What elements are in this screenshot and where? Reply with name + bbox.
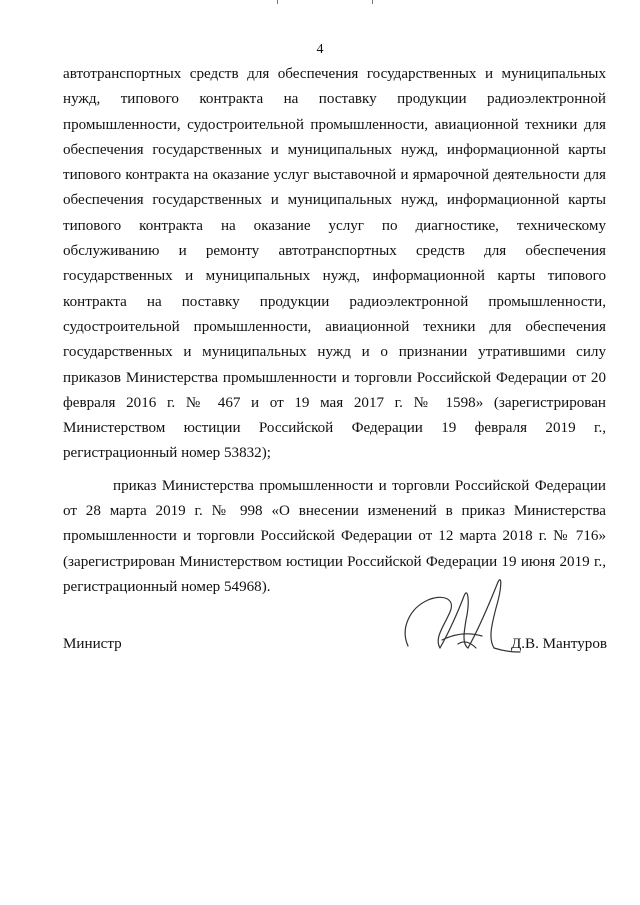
paragraph-continuation: автотранспортных средств для обеспечения государственных и муниципальных нужд, типового контракта на поставку продукции радиоэлектронной промышленности, судостроительной промышленности, авиационной техники для обеспечения государственных и муниципальных нужд, информационной карты типового контракта на оказание услуг выставочной и ярмарочной деятельности для обеспечения государственных и муниципальных нужд, информационной карты типового контракта на оказание услуг по диагностике, техническому обслуживанию и ремонту автотранспортных средств для обеспечения государственных и муниципальных нужд, информационной карты типового контракта на поставку продукции радиоэлектронной промышленности, судостроительной промышленности, авиационной техники для обеспечения государственных и муниципальных нужд и о признании утратившими силу приказов Министерства промышленности и торговли Российской Федерации от 20 февраля 2016 г. № 467 и от 19 мая 2017 г. № 1598» (зарегистрирован Министерством юстиции Российской Федерации 19 февраля 2019 г., регистрационный номер 53832); [63,66,606,462]
document-body [63,62,606,600]
scan-artifact [277,0,278,4]
page-number: 4 [316,42,324,57]
signatory-name: Д.В. Мантуров [510,636,607,652]
signature-block [63,636,607,660]
scan-artifact [372,0,373,4]
signatory-title: Министр [63,636,122,652]
paragraph-order-998: приказ Министерства промышленности и торговли Российской Федерации от 28 марта 2019 г. № 998 «О внесении изменений в приказ Министерства промышленности и торговли Российской Федерации от 12 марта 2018 г. № 716» (зарегистрирован Министерством юстиции Российской Федерации 19 июня 2019 г., регистрационный номер 54968). [63,477,606,595]
